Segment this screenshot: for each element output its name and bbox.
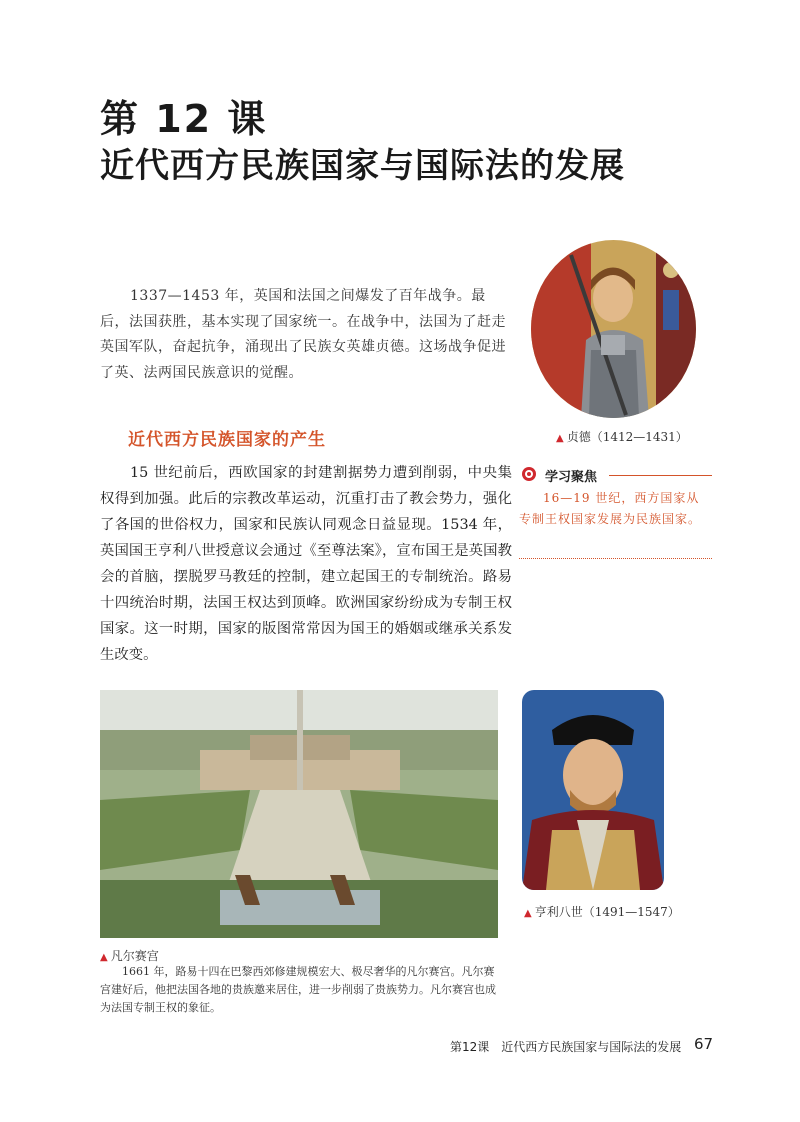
section-body: 15 世纪前后，西欧国家的封建割据势力遭到削弱，中央集权得到加强。此后的宗教改革运动，沉重打击了教会势力，强化了各国的世俗权力，国家和民族认同观念日益显现。1534 年，英国国王亨利八世授意议会通过《至尊法案》，宣布国王是英国教会的首脑，摆脱罗马教廷的控制，建立起国王的专制统治。路易十四统治时期，法国王权达到顶峰。欧洲国家纷纷成为专制王权国家。这一时期，国家的版图常常因为国王的婚姻或继承关系发生改变。	[100, 465, 512, 663]
footer-lesson: 第12课	[450, 1040, 490, 1054]
page-number: 67	[694, 1035, 714, 1053]
caption-marker-icon: ▲	[524, 908, 532, 919]
caption-marker-icon: ▲	[556, 433, 564, 444]
lesson-number: 第 12 课	[100, 97, 268, 141]
learning-focus-box	[519, 466, 712, 559]
lesson-title: 近代西方民族国家与国际法的发展	[100, 146, 625, 186]
versailles-illustration	[100, 690, 498, 938]
intro-paragraph: 1337—1453 年，英国和法国之间爆发了百年战争。最后，法国获胜，基本实现了国家统一。在战争中，法国为了赶走英国军队，奋起抗争，涌现出了民族女英雄贞德。这场战争促进了英、法两国民族意识的觉醒。	[100, 288, 506, 381]
section-heading: 近代西方民族国家的产生	[128, 430, 326, 450]
target-icon	[521, 466, 537, 482]
page-footer	[450, 1038, 681, 1055]
henry-viii-portrait	[522, 690, 664, 890]
versailles-caption: ▲ 凡尔赛宫	[100, 949, 159, 963]
caption-marker-icon: ▲	[100, 952, 108, 963]
joan-of-arc-portrait	[531, 240, 696, 418]
focus-divider	[609, 475, 712, 476]
focus-text: 16—19 世纪，西方国家从专制王权国家发展为民族国家。	[519, 491, 702, 526]
henry-caption: ▲ 亨利八世（1491—1547）	[524, 905, 680, 919]
footer-title: 近代西方民族国家与国际法的发展	[501, 1040, 682, 1054]
versailles-description: 1661 年，路易十四在巴黎西郊修建规模宏大、极尽奢华的凡尔赛宫。凡尔赛宫建好后，他把法国各地的贵族邀来居住，进一步削弱了贵族势力。凡尔赛宫也成为法国专制王权的象征。	[100, 965, 496, 1014]
focus-title: 学习聚焦	[545, 470, 598, 485]
joan-caption: ▲ 贞德（1412—1431）	[556, 430, 688, 444]
